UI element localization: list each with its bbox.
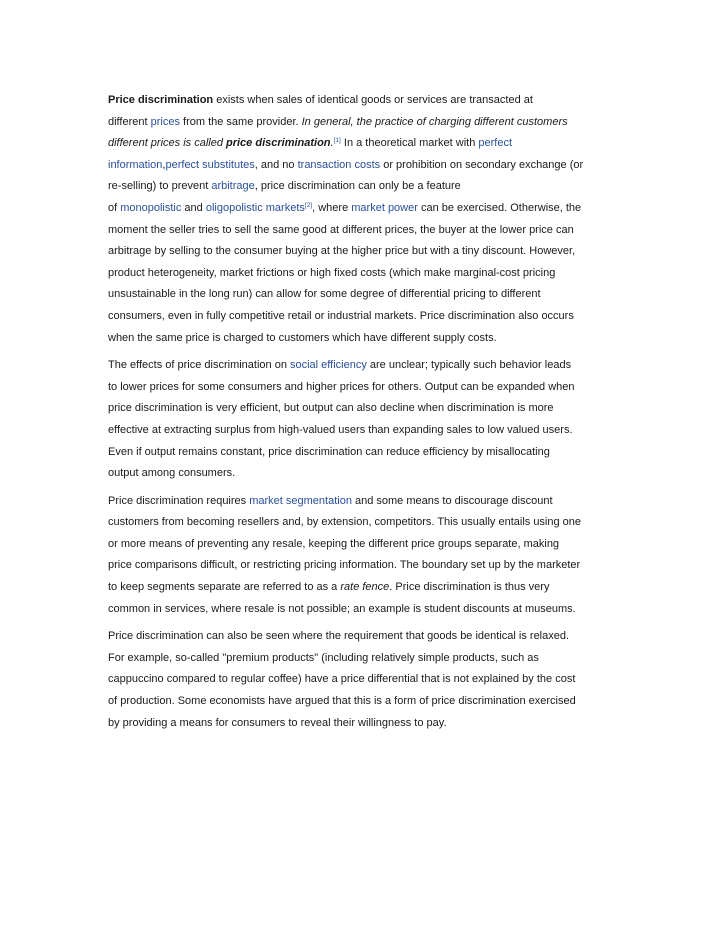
text-run: . Price discrimination is thus very <box>389 581 550 594</box>
text-line <box>108 713 628 735</box>
text-line <box>108 355 628 377</box>
text-run: rate fence <box>340 581 390 594</box>
text-line <box>108 176 628 198</box>
link[interactable]: arbitrage <box>211 180 255 193</box>
text-run: In general, the practice of charging different customers <box>301 115 568 128</box>
text-run: and <box>181 201 206 214</box>
text-line <box>108 198 628 220</box>
paragraph <box>108 491 628 621</box>
text-run: different <box>108 115 151 128</box>
text-line <box>108 155 628 177</box>
text-line <box>108 555 628 577</box>
text-run: Price discrimination can also be seen where the requirement that goods be identical is relaxed. <box>108 630 570 643</box>
text-run: of production. Some economists have argued that this is a form of price discrimination exercised <box>108 695 576 708</box>
text-line <box>108 599 628 621</box>
text-line <box>108 626 628 648</box>
text-line <box>108 112 628 134</box>
text-line <box>108 284 628 306</box>
link[interactable]: information <box>108 158 163 171</box>
text-line <box>108 220 628 242</box>
text-line <box>108 241 628 263</box>
text-run: effective at extracting surplus from high-valued users than expanding sales to low valued users. <box>108 423 573 436</box>
text-line <box>108 691 628 713</box>
text-line <box>108 377 628 399</box>
paragraph <box>108 90 628 349</box>
text-run: price comparisons difficult, or restricting pricing information. The boundary set up by the marketer <box>108 559 581 572</box>
text-line <box>108 491 628 513</box>
link[interactable]: market power <box>351 201 418 214</box>
text-run: common in services, where resale is not possible; an example is student discounts at museums. <box>108 602 576 615</box>
text-run: , where <box>312 201 352 214</box>
text-run: In a theoretical market with <box>340 137 479 150</box>
text-run: can be exercised. Otherwise, the <box>417 201 582 214</box>
text-run: to keep segments separate are referred to as a <box>108 581 341 594</box>
text-run: For example, so-called "premium products" (including relatively simple products, such as <box>108 651 539 664</box>
text-run: Even if output remains constant, price discrimination can reduce efficiency by misallocating <box>108 445 550 458</box>
text-run: , price discrimination can only be a feature <box>254 180 461 193</box>
text-run: moment the seller tries to sell the same good at different prices, the buyer at the lower price can <box>108 223 574 236</box>
text-line <box>108 534 628 556</box>
text-run: cappuccino compared to regular coffee) have a price differential that is not explained by the cost <box>108 673 576 686</box>
text-run: The effects of price discrimination on <box>108 359 290 372</box>
text-line <box>108 577 628 599</box>
text-line <box>108 90 628 112</box>
citation-link[interactable]: [1] <box>333 137 341 145</box>
text-run: different prices is called <box>108 137 226 150</box>
text-run: consumers, even in fully competitive retail or industrial markets. Price discrimination also occurs <box>108 309 574 322</box>
text-run: or prohibition on secondary exchange (or <box>380 158 584 171</box>
paragraph <box>108 626 628 734</box>
text-line <box>108 648 628 670</box>
text-line <box>108 328 628 350</box>
text-line <box>108 463 628 485</box>
text-line <box>108 512 628 534</box>
text-run: , and no <box>254 158 298 171</box>
text-run: unsustainable in the long run) can allow for some degree of differential pricing to different <box>108 288 541 301</box>
text-run: , <box>162 158 166 171</box>
text-run: and some means to discourage discount <box>351 494 553 507</box>
text-run: exists when sales of identical goods or services are transacted at <box>213 94 533 106</box>
text-line <box>108 306 628 328</box>
text-run: to lower prices for some consumers and higher prices for others. Output can be expanded when <box>108 380 575 393</box>
paragraph <box>108 355 628 485</box>
link[interactable]: prices <box>150 115 180 128</box>
link[interactable]: perfect <box>478 137 513 150</box>
text-run: re-selling) to prevent <box>108 180 212 193</box>
text-run: are unclear; typically such behavior leads <box>366 359 572 372</box>
text-run: from the same provider. <box>179 115 302 128</box>
text-run: product heterogeneity, market frictions or high fixed costs (which make marginal-cost pricing <box>108 266 556 279</box>
text-run: arbitrage by selling to the consumer buying at the higher price but with a tiny discount. However, <box>108 245 576 258</box>
text-run: output among consumers. <box>108 467 236 480</box>
article-body <box>108 90 628 740</box>
text-line <box>108 442 628 464</box>
text-line <box>108 420 628 442</box>
citation-link[interactable]: [2] <box>304 201 313 209</box>
text-line <box>108 669 628 691</box>
link[interactable]: oligopolistic markets <box>205 201 305 214</box>
text-line <box>108 263 628 285</box>
link[interactable]: social efficiency <box>290 359 367 372</box>
text-line <box>108 398 628 420</box>
text-run: customers from becoming resellers and, by extension, competitors. This usually entails using one <box>108 516 582 529</box>
text-line <box>108 133 628 155</box>
link[interactable]: market segmentation <box>249 494 352 507</box>
text-run: or more means of preventing any resale, keeping the different price groups separate, making <box>108 537 560 550</box>
text-run: by providing a means for consumers to reveal their willingness to pay. <box>108 716 447 729</box>
link[interactable]: perfect substitutes <box>165 158 255 171</box>
link[interactable]: monopolistic <box>120 201 182 214</box>
link[interactable]: transaction costs <box>297 158 381 171</box>
text-run: Price discrimination <box>108 94 214 106</box>
text-run: of <box>108 201 121 214</box>
text-run: price discrimination <box>226 137 331 150</box>
text-run: price discrimination is very efficient, but output can also decline when discrimination is more <box>108 402 554 415</box>
text-run: . <box>330 137 334 150</box>
text-run: Price discrimination requires <box>108 494 250 507</box>
text-run: when the same price is charged to customers which have different supply costs. <box>108 331 497 344</box>
